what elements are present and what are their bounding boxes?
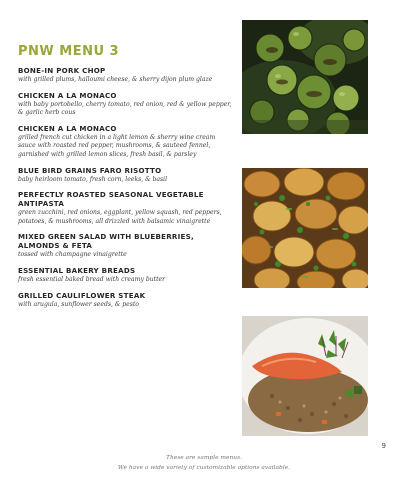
roasted-potatoes-photo [242,168,368,288]
menu-item-name: PERFECTLY ROASTED SEASONAL VEGETABLE ANTIPASTA [18,190,204,209]
menu-item-name: MIXED GREEN SALAD WITH BLUEBERRIES, ALMONDS & FETA [18,232,194,251]
menu-item-description: tossed with champagne vinaigrette [18,251,127,259]
menu-item-description: with baby portobello, cherry tomato, red onion, red & yellow pepper, & garlic herb cous [18,100,232,117]
menu-item-name: CHICKEN A LA MONACO [18,123,117,133]
menu-item [18,232,232,260]
menu-column [18,44,232,315]
menu-item [18,266,232,285]
menu-item-description: fresh essential baked bread with creamy butter [18,275,166,283]
menu-item [18,166,232,185]
menu-item-description: green zucchini, red onions, eggplant, yellow squash, red peppers, potatoes, & mushrooms, all drizzled with balsamic vinaigrette [18,209,222,225]
menu-item-description: with grilled plums, halloumi cheese, & sherry dijon plum glaze [18,76,213,83]
menu-item-description: with arugula, sunflower seeds, & pesto [18,300,139,308]
menu-item-name: CHICKEN A LA MONACO [18,90,117,100]
menu-item-name: GRILLED CAULIFLOWER STEAK [18,290,146,300]
menu-item [18,124,232,160]
brussels-sprouts-photo [242,20,368,134]
menu-item-name: BONE-IN PORK CHOP [18,66,106,75]
footnote-line: These are sample menus. [166,455,242,461]
menu-item-description: baby heirloom tomato, fresh corn, leeks, & basil [18,175,168,183]
menu-item [18,66,232,85]
menu-item-description: grilled french cut chicken in a light lemon & sherry wine cream sauce with roasted red pepper, mushrooms, & sauteed fennel, garnished with grilled lemon slices, fresh basil, & parsley [18,133,216,158]
menu-item-name: ESSENTIAL BAKERY BREADS [18,265,136,275]
footnote-line: We have a wide variety of customizable options available. [117,465,291,471]
menu-item-name: BLUE BIRD GRAINS FARO RISOTTO [18,165,162,175]
menu-title: PNW MENU 3 [18,44,120,59]
menu-item [18,190,232,226]
menu-item [18,91,232,118]
menu-item [18,291,232,310]
salmon-rice-photo [242,316,368,436]
page-number: 9 [381,442,386,450]
